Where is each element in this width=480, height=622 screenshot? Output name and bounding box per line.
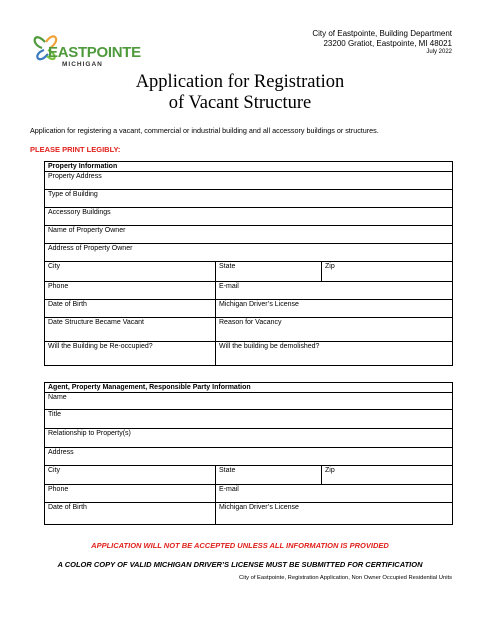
print-legibly-notice: PLEASE PRINT LEGIBLY: bbox=[30, 145, 121, 154]
vacancy-reason-field[interactable]: Reason for Vacancy bbox=[216, 318, 453, 342]
logo-wordmark: EASTPOINTE bbox=[48, 44, 141, 61]
footer-text: City of Eastpointe, Registration Application, Non Owner Occupied Residential Units bbox=[239, 575, 452, 581]
license-copy-notice: A COLOR COPY OF VALID MICHIGAN DRIVER’S LICENSE MUST BE SUBMITTED FOR CERTIFICATION bbox=[57, 560, 423, 569]
drivers-license-field[interactable]: Michigan Driver’s License bbox=[216, 300, 453, 318]
title-line-2: of Vacant Structure bbox=[168, 93, 312, 113]
phone-field[interactable]: Phone bbox=[45, 282, 216, 300]
agent-zip-field[interactable]: Zip bbox=[322, 466, 453, 485]
zip-field[interactable]: Zip bbox=[322, 262, 453, 282]
accessory-buildings-field[interactable]: Accessory Buildings bbox=[45, 208, 453, 226]
agent-title-field[interactable]: Title bbox=[45, 410, 453, 429]
intro-text: Application for registering a vacant, commercial or industrial building and all accessory buildings or structures. bbox=[30, 126, 379, 135]
agent-date-of-birth-field[interactable]: Date of Birth bbox=[45, 503, 216, 525]
demolished-field[interactable]: Will the building be demolished? bbox=[216, 342, 453, 366]
agent-drivers-license-field[interactable]: Michigan Driver’s License bbox=[216, 503, 453, 525]
page-title bbox=[0, 72, 480, 114]
department-header bbox=[312, 29, 452, 57]
vacant-date-field[interactable]: Date Structure Became Vacant bbox=[45, 318, 216, 342]
department-name: City of Eastpointe, Building Department bbox=[312, 29, 452, 38]
owner-address-field[interactable]: Address of Property Owner bbox=[45, 244, 453, 262]
city-field[interactable]: City bbox=[45, 262, 216, 282]
agent-relationship-field[interactable]: Relationship to Property(s) bbox=[45, 429, 453, 448]
section-header: Property Information bbox=[45, 162, 453, 172]
agent-phone-field[interactable]: Phone bbox=[45, 485, 216, 503]
building-type-field[interactable]: Type of Building bbox=[45, 190, 453, 208]
title-line-1: Application for Registration bbox=[135, 72, 345, 92]
required-info-notice: APPLICATION WILL NOT BE ACCEPTED UNLESS ALL INFORMATION IS PROVIDED bbox=[91, 541, 389, 550]
agent-information-table bbox=[44, 382, 453, 525]
agent-address-field[interactable]: Address bbox=[45, 448, 453, 466]
reoccupied-field[interactable]: Will the Building be Re-occupied? bbox=[45, 342, 216, 366]
section-header: Agent, Property Management, Responsible Party Information bbox=[45, 383, 453, 393]
form-date: July 2022 bbox=[426, 49, 452, 55]
date-of-birth-field[interactable]: Date of Birth bbox=[45, 300, 216, 318]
property-information-table bbox=[44, 161, 453, 366]
state-field[interactable]: State bbox=[216, 262, 322, 282]
agent-city-field[interactable]: City bbox=[45, 466, 216, 485]
logo-subtext: MICHIGAN bbox=[62, 61, 103, 68]
email-field[interactable]: E-mail bbox=[216, 282, 453, 300]
owner-name-field[interactable]: Name of Property Owner bbox=[45, 226, 453, 244]
agent-name-field[interactable]: Name bbox=[45, 393, 453, 410]
department-address: 23200 Gratiot, Eastpointe, MI 48021 bbox=[323, 38, 452, 48]
agent-state-field[interactable]: State bbox=[216, 466, 322, 485]
property-address-field[interactable]: Property Address bbox=[45, 172, 453, 190]
agent-email-field[interactable]: E-mail bbox=[216, 485, 453, 503]
